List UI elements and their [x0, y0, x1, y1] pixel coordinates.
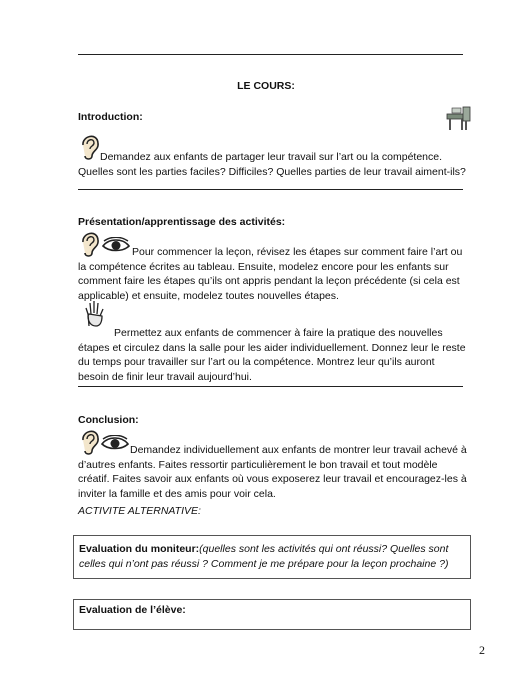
- page-title: LE COURS:: [237, 80, 295, 92]
- page-number: 2: [479, 643, 485, 657]
- top-divider: [78, 54, 463, 55]
- monitor-evaluation-box: [73, 535, 471, 579]
- introduction-text: Demandez aux enfants de partager leur travail sur l’art ou la compétence. Quelles sont les parties faciles? Difficiles? Quelles parties de leur travail aiment-ils?: [78, 151, 466, 178]
- intro-divider: [78, 189, 463, 190]
- monitor-evaluation-label: Evaluation du moniteur:: [79, 543, 200, 555]
- student-evaluation-box: [73, 599, 471, 630]
- desk-icon: [444, 104, 474, 132]
- presentation-text-1: Pour commencer la leçon, révisez les étapes sur comment faire l’art ou la compétence écrites au tableau. Ensuite, modelez encore pour les enfants sur comment faire les étapes qu’ils ont appris pendant la leçon précédente (si cela est applicable) et ensuite, modelez toutes nouvelles étapes.: [78, 246, 463, 302]
- conclusion-text: Demandez individuellement aux enfants de montrer leur travail achevé à d’autres enfants. Faites ressortir particulièrement le bon travail et tout modèle créatif. Faites savoir aux enfants où vous exposerez leur travail et encouragez-les à inviter la famille et des amis pour voir cela.: [78, 444, 467, 500]
- hand-icon: [83, 300, 107, 328]
- alternative-activity-label: ACTIVITE ALTERNATIVE:: [78, 505, 201, 517]
- presentation-divider: [78, 386, 463, 387]
- conclusion-heading: Conclusion:: [78, 414, 139, 426]
- monitor-evaluation-question: (quelles sont les activités qui ont réussi? Quelles sont celles qui n’ont pas réussi ? Comment je me prépare pour la leçon prochaine ?): [79, 543, 449, 570]
- introduction-heading: Introduction:: [78, 111, 143, 123]
- student-evaluation-label: Evaluation de l’élève:: [79, 604, 186, 616]
- presentation-text-2: Permettez aux enfants de commencer à faire la pratique des nouvelles étapes et circulez dans la salle pour les aider individuellement. Donnez leur le reste du temps pour travailler sur l’art ou la compétence. Montrez leur qu’ils auront besoin de finir leur travail aujourd’hui.: [78, 327, 466, 383]
- presentation-heading: Présentation/apprentissage des activités:: [78, 216, 286, 228]
